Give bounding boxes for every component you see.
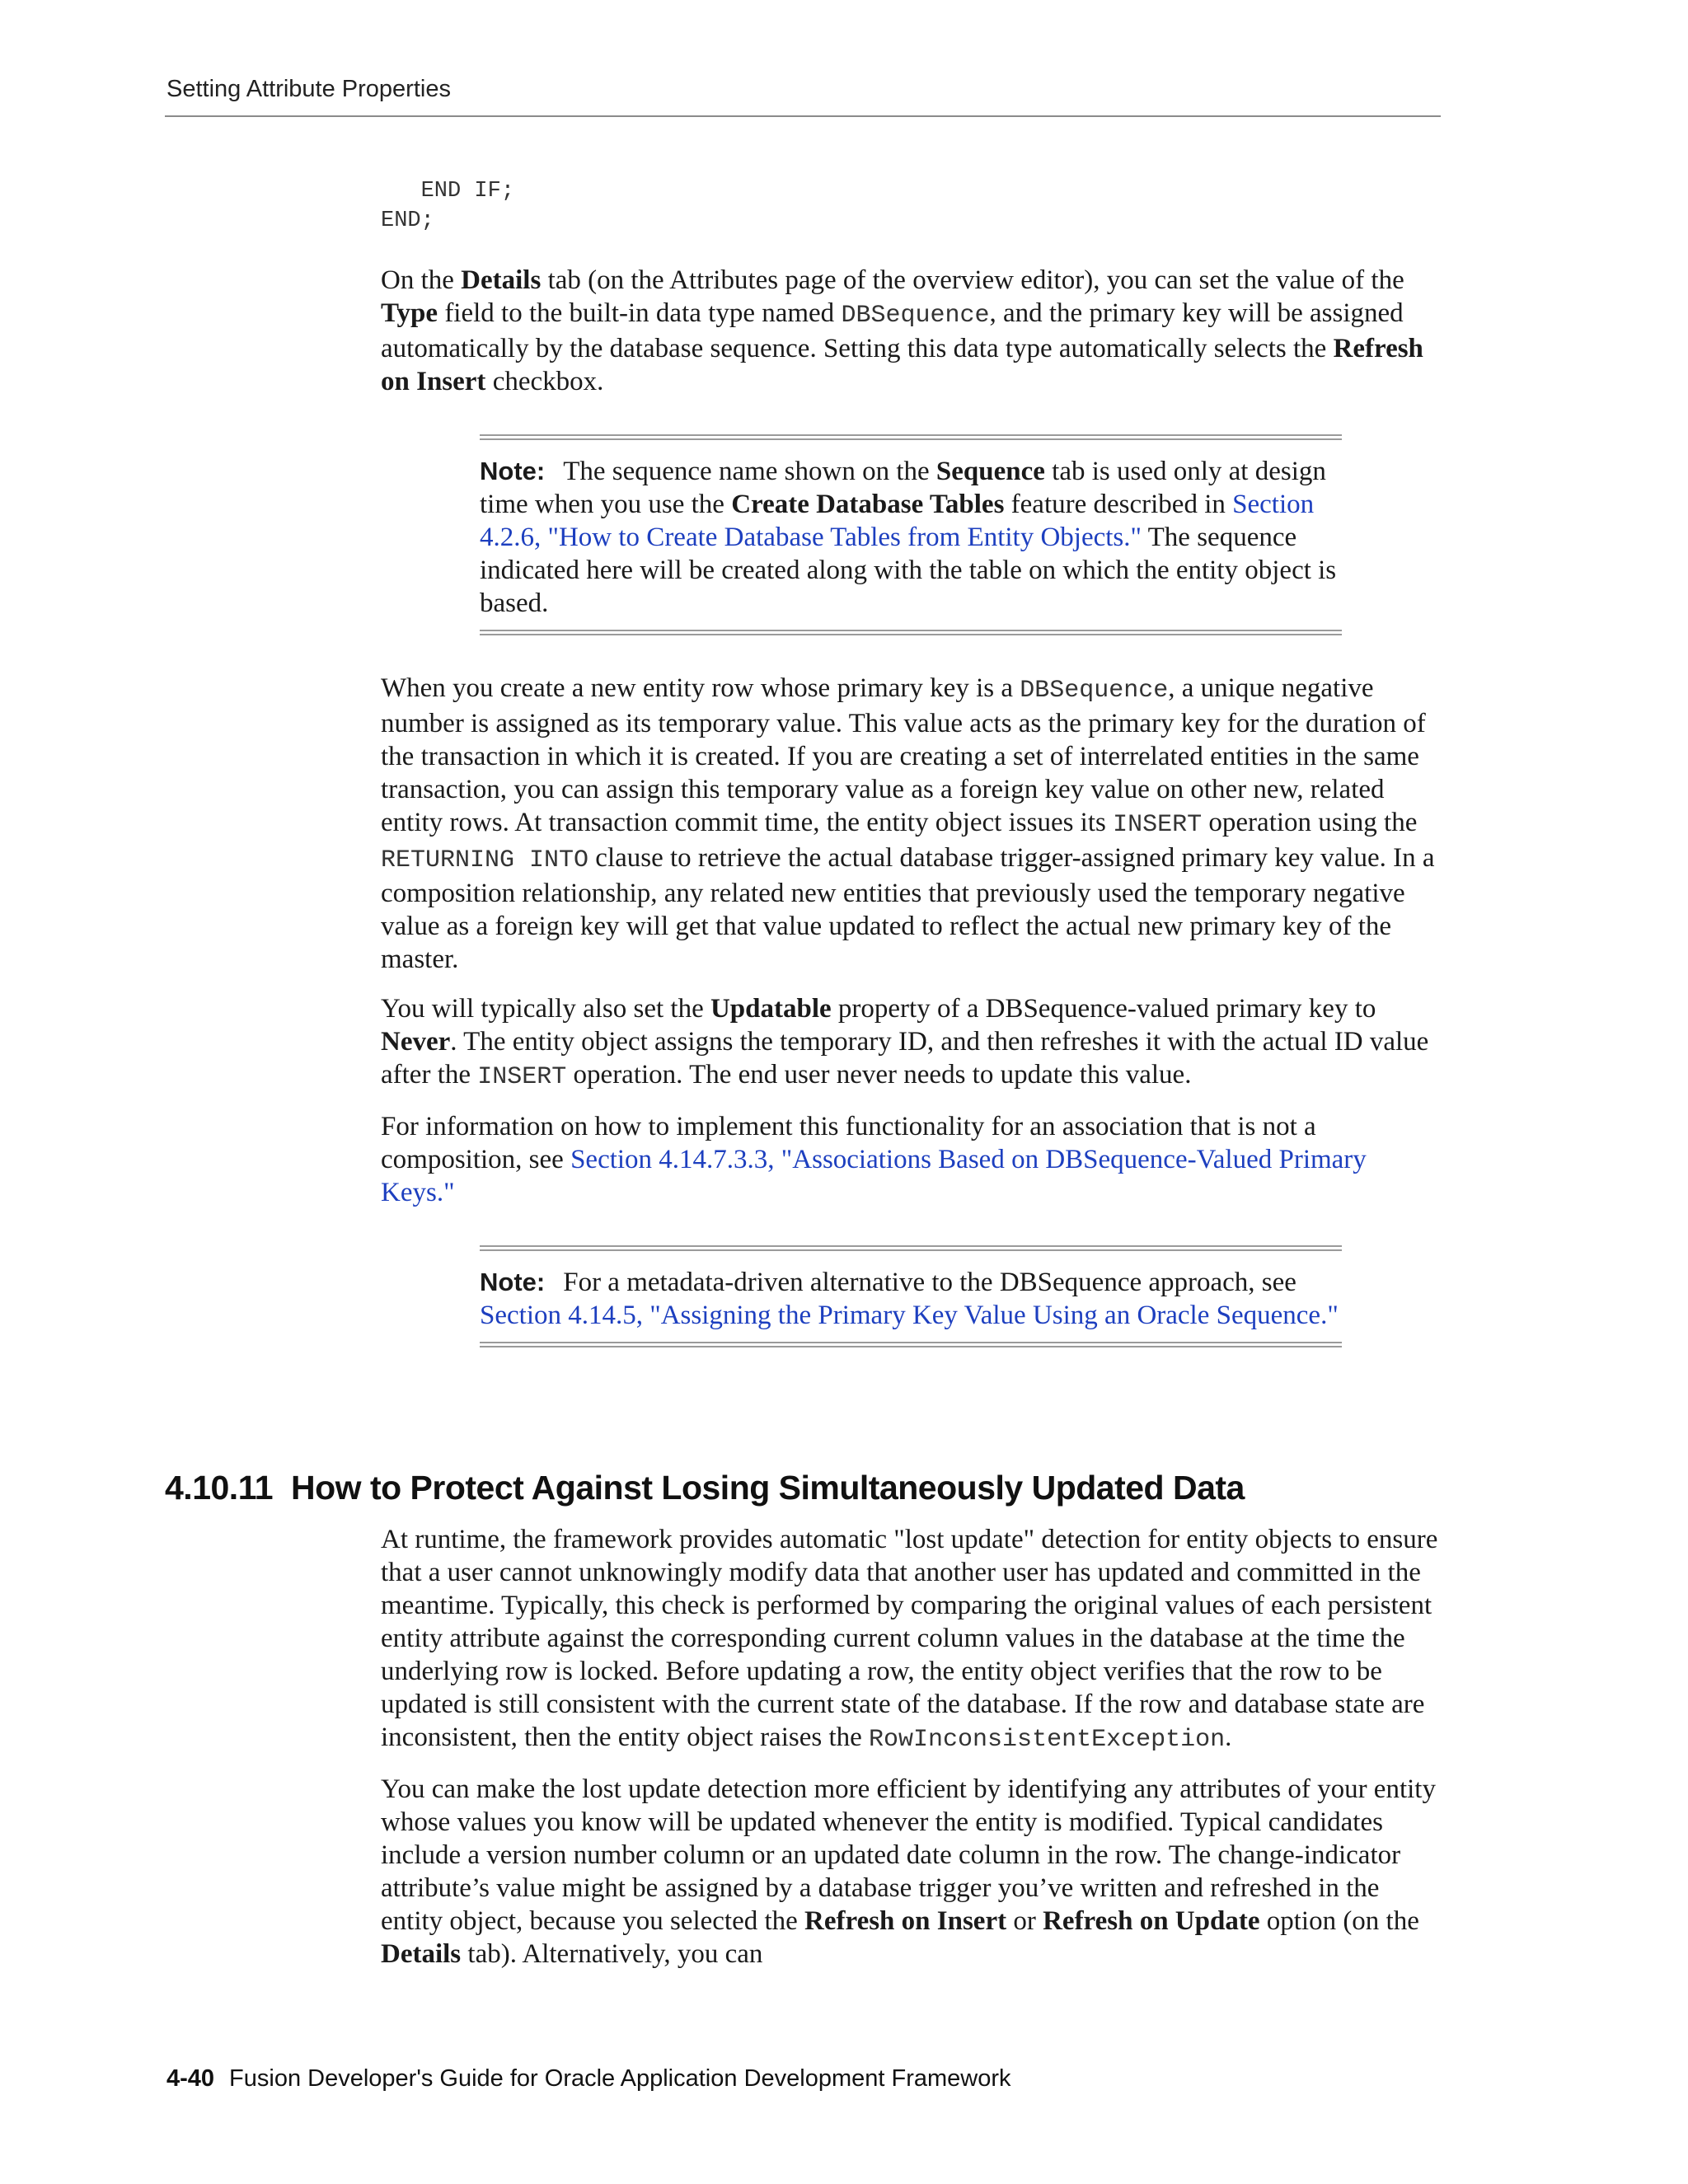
text: On the [381,265,462,295]
code-block [381,176,1441,236]
bold-term: Refresh on Insert [381,334,1423,396]
text: For information on how to implement this functionality for an association that is not a composition, see [381,1112,1316,1174]
code-term: RowInconsistentException [869,1726,1226,1754]
note-bottom-rule [480,630,1342,635]
text: tab (on the Attributes page of the overview editor), you can set the value of the [541,265,1404,295]
note-top-rule [480,434,1342,440]
main-content [381,176,1441,1384]
section-content [381,1523,1441,1987]
text: , a unique negative number is assigned as its temporary value. This value acts as the primary key for the duration of the transaction in which it is created. If you are creating a set of interrelated entities in the same transaction, you can assign this temporary value as a foreign key value on other new, related entity rows. At transaction commit time, the entity object issues its [381,673,1426,837]
text: . The entity object assigns the temporary ID, and then refreshes it with the actual ID value after the [381,1027,1429,1090]
text: When you create a new entity row whose primary key is a [381,673,1020,703]
bold-term: Details [461,265,542,295]
text: tab). Alternatively, you can [461,1939,763,1969]
text: At runtime, the framework provides automatic "lost update" detection for entity objects to ensure that a user cannot unknowingly modify data that another user has updated and committed in the meantime. Typically, this check is performed by comparing the original values of each persistent entity attribute against the corresponding current column values in the database at the time the underlying row is locked. Before updating a row, the entity object verifies that the row to be updated is still consistent with the current state of the database. If the row and database state are inconsistent, then the entity object raises the [381,1525,1438,1752]
text: or [1006,1906,1043,1936]
book-title: Fusion Developer's Guide for Oracle Application Development Framework [229,2065,1011,2092]
text: tab is used only at design time when you use the [480,457,1326,519]
section-number: 4.10.11 [165,1469,274,1507]
paragraph-lost-update [381,1523,1441,1756]
code-line: END IF; [381,179,515,204]
text: The sequence indicated here will be created along with the table on which the entity object is based. [480,523,1337,618]
section-title: How to Protect Against Losing Simultaneously Updated Data [291,1469,1245,1507]
running-header: Setting Attribute Properties [166,76,451,102]
text: property of a DBSequence-valued primary key to [831,994,1376,1024]
page-footer [166,2065,1011,2093]
text: You will typically also set the [381,994,710,1024]
text: . [1225,1722,1232,1752]
bold-term: Type [381,298,438,328]
text: operation using the [1202,808,1418,837]
note-label: Note: [480,1268,546,1296]
note-box-sequence [480,434,1342,635]
code-term: DBSequence [1020,677,1169,705]
paragraph-updatable [381,992,1441,1094]
paragraph-change-indicator [381,1773,1441,1971]
text: feature described in [1004,490,1233,519]
header-divider [165,115,1441,117]
bold-term: Details [381,1939,462,1969]
note-text [480,1251,1342,1342]
code-term: RETURNING INTO [381,846,589,874]
code-term: INSERT [477,1063,567,1091]
text: For a metadata-driven alternative to the DBSequence approach, see [563,1268,1296,1297]
xref-link-oracle-sequence[interactable]: Section 4.14.5, "Assigning the Primary Key Value Using an Oracle Sequence." [480,1301,1339,1330]
bold-term: Create Database Tables [731,490,1005,519]
code-term: INSERT [1113,811,1203,839]
text: clause to retrieve the actual database trigger-assigned primary key value. In a composition relationship, any related new entities that previously used the temporary negative value as a foreign key will get that value updated to reflect the actual new primary key of the master. [381,843,1435,974]
text: The sequence name shown on the [563,457,936,486]
text: operation. The end user never needs to update this value. [566,1060,1192,1090]
note-bottom-rule [480,1342,1342,1347]
bold-term: Sequence [935,457,1045,486]
paragraph-details-tab [381,264,1441,398]
bold-term: Refresh on Update [1043,1906,1260,1936]
page-number: 4-40 [166,2065,215,2092]
paragraph-dbsequence [381,672,1441,976]
xref-link-create-db-tables[interactable]: Section 4.2.6, "How to Create Database Tables from Entity Objects." [480,490,1315,552]
note-top-rule [480,1245,1342,1251]
bold-term: Updatable [710,994,832,1024]
paragraph-association [381,1110,1441,1209]
code-line: END; [381,209,434,233]
section-heading [165,1469,1245,1507]
text: option (on the [1259,1906,1419,1936]
code-term: DBSequence [841,302,990,330]
text: checkbox. [485,367,604,396]
note-label: Note: [480,457,546,485]
xref-link-associations[interactable]: Section 4.14.7.3.3, "Associations Based on DBSequence-Valued Primary Keys." [381,1145,1367,1207]
bold-term: Never [381,1027,451,1057]
bold-term: Refresh on Insert [804,1906,1007,1936]
text: You can make the lost update detection more efficient by identifying any attributes of your entity whose values you know will be updated whenever the entity is modified. Typical candidates include a version number column or an updated date column in the row. The change-indicator attribute’s value might be assigned by a database trigger you’ve written and refreshed in the entity object, because you selected the [381,1774,1436,1936]
text: , and the primary key will be assigned automatically by the database sequence. Setting this data type automatically selects the [381,298,1404,363]
text: field to the built-in data type named [438,298,842,328]
note-box-metadata [480,1245,1342,1347]
note-text [480,440,1342,630]
